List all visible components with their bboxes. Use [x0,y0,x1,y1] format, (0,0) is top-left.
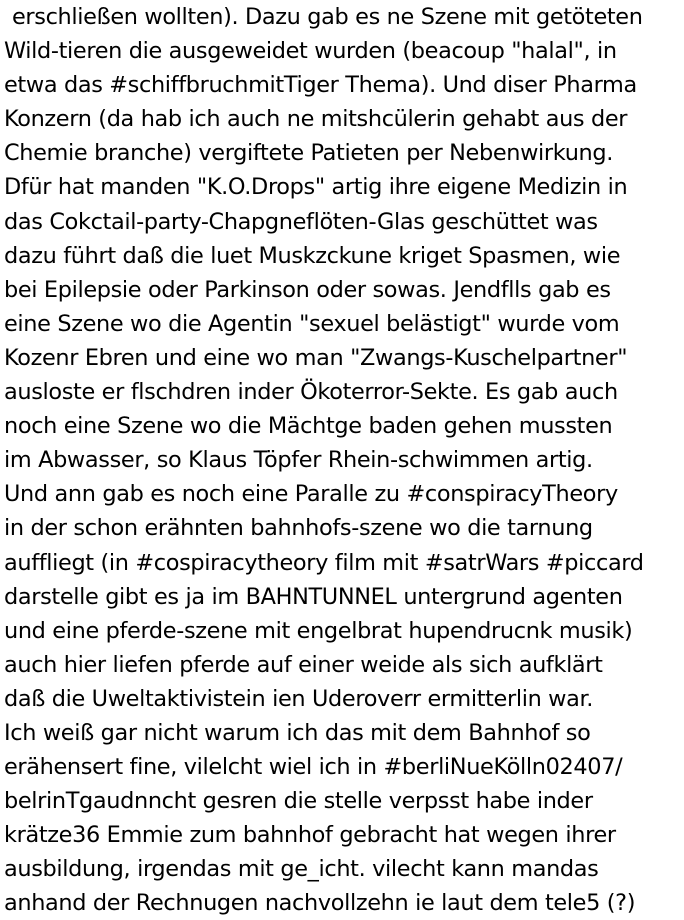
text-line: und eine pferde-szene mit engelbrat hupendrucnk musik) [4,617,633,644]
text-line: erschließen wollten). Dazu gab es ne Szene mit getöteten [12,4,643,30]
text-line: belrinTgaudnncht gesren die stelle verpsst habe inder [4,788,593,815]
text-line: Und ann gab es noch eine Paralle zu #conspiracyTheory [4,481,618,508]
text-line: auch hier liefen pferde auf einer weide als sich aufklärt [4,651,603,678]
text-line: etwa das #schiffbruchmitTiger Thema). Und diser Pharma [4,72,637,99]
body-text [4,0,684,920]
text-line: Wild-tieren die ausgeweidet wurden (beacoup "halal", in [4,38,617,65]
text-line: darstelle gibt es ja im BAHNTUNNEL untergrund agenten [4,583,623,610]
text-line: krätze36 Emmie zum bahnhof gebracht hat wegen ihrer [4,822,616,849]
text-line: im Abwasser, so Klaus Töpfer Rhein-schwimmen artig. [4,447,593,474]
text-line: daß die Uweltaktivistein ien Uderoverr ermitterlin war. [4,685,594,712]
text-line: Konzern (da hab ich auch ne mitshcülerin gehabt aus der [4,106,628,133]
text-line: noch eine Szene wo die Mächtge baden gehen mussten [4,413,613,440]
text-line: Ich weiß gar nicht warum ich das mit dem Bahnhof so [4,719,591,746]
text-line: bei Epilepsie oder Parkinson oder sowas. Jendflls gab es [4,276,611,303]
text-line: Dfür hat manden "K.O.Drops" artig ihre eigene Medizin in [4,174,628,201]
text-line: in der schon erähnten bahnhofs-szene wo die tarnung [4,515,593,542]
text-line: auffliegt (in #cospiracytheory film mit #satrWars #piccard [4,549,644,576]
text-line: erähensert fine, vilelcht wiel ich in #berliNueKölln02407/ [4,754,623,781]
text-line: eine Szene wo die Agentin "sexuel belästigt" wurde vom [4,310,620,337]
text-line: dazu führt daß die luet Muskzckune kriget Spasmen, wie [4,242,621,269]
text-line: das Cokctail-party-Chapgneflöten-Glas geschüttet was [4,208,598,235]
text-line: Kozenr Ebren und eine wo man "Zwangs-Kuschelpartner" [4,344,628,371]
text-line: Chemie branche) vergiftete Patieten per Nebenwirkung. [4,140,614,167]
text-line: ausbildung, irgendas mit ge_icht. vilecht kann mandas [4,856,599,883]
text-line: ausloste er flschdren inder Ökoterror-Sekte. Es gab auch [4,379,618,406]
text-line: anhand der Rechnugen nachvollzehn ie laut dem tele5 (?) [4,890,636,917]
